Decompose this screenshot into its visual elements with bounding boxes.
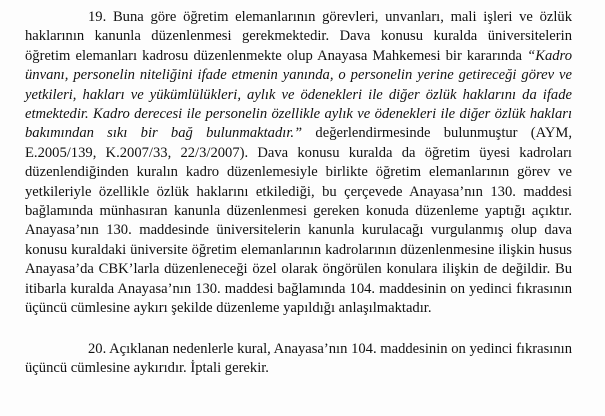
paragraph-text: Buna göre öğretim elemanlarının görevleri, unvanları, mali işleri ve özlük haklarının kanunla düzenlenmesi gerekmektedir. Dava konusu kuralda üniversitelerin öğretim elemanları kadrosu düzenlenmekte olup Anayasa Mahkemesi bir kararında xyxy=(25,9,572,64)
paragraph-text: Açıklanan nedenlerle kural, Anayasa’nın 104. maddesinin on yedinci fıkrasının üçüncü cümlesine aykırıdır. İptali gerekir. xyxy=(25,340,573,376)
paragraph-number: 20. xyxy=(88,340,107,357)
paragraph-number: 19. xyxy=(88,9,107,25)
paragraph-19 xyxy=(25,8,572,319)
italic-quotation: “Kadro ünvanı, personelin niteliğini ifade etmenin yanında, o personelin yerine getireceği görev ve yetkileri, hakları ve yükümlülükleri, aylık ve ödenekleri ile diğer özlük haklarını da ifade etmektedir. Kadro derecesi ile personelin özellikle aylık ve ödenekleri ile diğer özlük hakları bakımından sıkı bir bağ bulunmaktadır.” xyxy=(25,47,572,142)
paragraph-text-continued: değerlendirmesinde bulunmuştur (AYM, E.2005/139, K.2007/33, 22/3/2007). Dava konusu kuralda da öğretim üyesi kadroları düzenlendiğinden kuralın kadro düzenlemesiyle birlikte öğretim elemanlarının görev ve yetkileriyle özellikle özlük haklarını etkilediği, bu çerçevede Anayasa’nın 130. maddesi bağlamında münhasıran kanunla düzenlenmesi gereken konuda düzenleme yaptığı açıktır. Anayasa’nın 130. maddesinde üniversitelerin kanunla kurulacağı vurgulanmış olup dava konusu kuraldaki üniversite öğretim elemanlarının kadrolarının düzenlenmesine ilişkin husus Anayasa’da CBK’larla düzenleneceği özel olarak öngörülen konulara ilişkin de değildir. Bu itibarla kuralda Anayasa’nın 130. maddesi bağlamında 104. maddesinin on yedinci fıkrasının üçüncü cümlesine aykırı şekilde düzenleme yapıldığı anlaşılmaktadır. xyxy=(25,125,572,317)
paragraph-20 xyxy=(25,340,572,379)
